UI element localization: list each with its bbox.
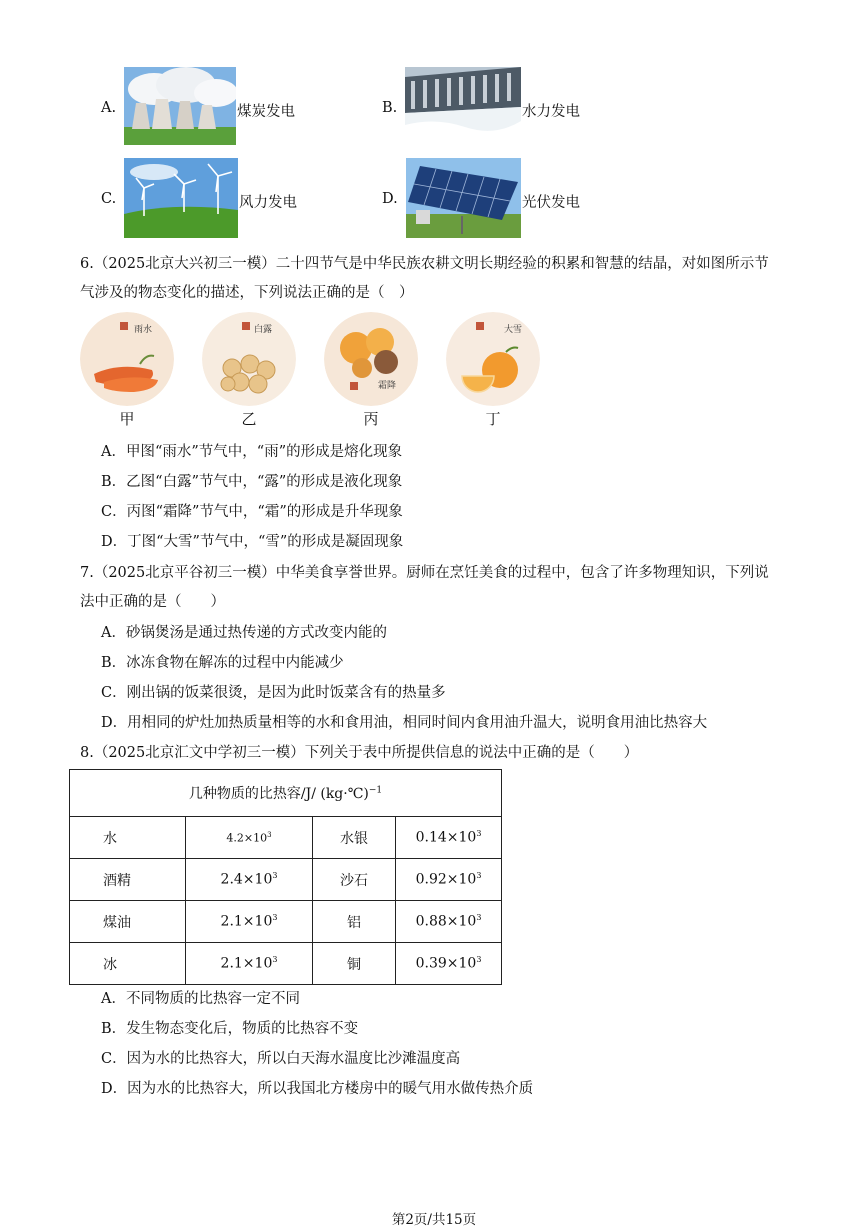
q6-option-a: A．甲图“雨水”节气中，“雨”的形成是熔化现象 <box>101 444 403 460</box>
q8-option-a: A．不同物质的比热容一定不同 <box>101 991 300 1007</box>
q6-stem-line2: 气涉及的物态变化的描述，下列说法正确的是（ ） <box>80 285 414 301</box>
q7-stem-line1: 7.（2025北京平谷初三一模）中华美食享誉世界。厨师在烹饪美食的过程中，包含了许多物理知识，下列说 <box>80 565 769 581</box>
option-letter-d: D. <box>382 191 398 207</box>
option-label-c: 风力发电 <box>239 195 297 211</box>
q7-option-c: C．刚出锅的饭菜很烫，是因为此时饭菜含有的热量多 <box>101 685 446 701</box>
substance-cell: 冰 <box>70 943 186 985</box>
page-footer: 第2页/共15页 <box>391 1212 477 1228</box>
q8-option-b: B．发生物态变化后，物质的比热容不变 <box>101 1021 359 1037</box>
table-row <box>70 901 502 943</box>
q8-option-d: D．因为水的比热容大，所以我国北方楼房中的暖气用水做传热介质 <box>101 1081 534 1097</box>
stamp-bailu: 白露 <box>254 325 273 335</box>
q7-option-d: D．用相同的炉灶加热质量相等的水和食用油，相同时间内食用油升温大，说明食用油比热容大 <box>101 715 708 731</box>
hydro-dam-image <box>405 67 521 145</box>
table-title-exponent: −1 <box>368 785 383 796</box>
coal-power-plant-image <box>124 67 236 145</box>
image-label-bing: 丙 <box>363 410 379 428</box>
option-label-d: 光伏发电 <box>522 195 580 211</box>
q6-option-b: B．乙图“白露”节气中，“露”的形成是液化现象 <box>101 474 403 490</box>
q8-stem: 8.（2025北京汇文中学初三一模）下列关于表中所提供信息的说法中正确的是（ ） <box>80 745 639 761</box>
frost-descent-persimmon-image <box>324 312 418 406</box>
value-cell: $2.1\times 10^3$ <box>186 943 313 985</box>
substance-cell: 沙石 <box>313 859 396 901</box>
value-cell: $2.4\times 10^3$ <box>186 859 313 901</box>
solar-panels-image <box>406 158 521 238</box>
table-row <box>70 859 502 901</box>
specific-heat-table <box>69 769 502 985</box>
value-cell: $0.14\times 10^3$ <box>396 817 502 859</box>
stamp-shuangjiang: 霜降 <box>378 381 397 391</box>
option-label-b: 水力发电 <box>522 104 580 120</box>
q6-option-d: D．丁图“大雪”节气中，“雪”的形成是凝固现象 <box>101 534 404 550</box>
option-letter-b: B. <box>382 100 398 116</box>
q8-option-c: C．因为水的比热容大，所以白天海水温度比沙滩温度高 <box>101 1051 461 1067</box>
option-letter-a: A. <box>101 100 117 116</box>
value-cell: $0.88\times 10^3$ <box>396 901 502 943</box>
table-title-cell <box>70 770 502 817</box>
q7-option-a: A．砂锅煲汤是通过热传递的方式改变内能的 <box>101 625 387 641</box>
value-cell: $2.1\times 10^3$ <box>186 901 313 943</box>
table-row <box>70 943 502 985</box>
substance-cell: 铝 <box>313 901 396 943</box>
substance-cell: 水 <box>70 817 186 859</box>
q7-option-b: B．冰冻食物在解冻的过程中内能减少 <box>101 655 344 671</box>
image-label-yi: 乙 <box>241 410 257 428</box>
stamp-yushui: 雨水 <box>134 325 153 335</box>
stamp-daxue: 大雪 <box>504 325 523 335</box>
substance-cell: 水银 <box>313 817 396 859</box>
substance-cell: 煤油 <box>70 901 186 943</box>
substance-cell: 铜 <box>313 943 396 985</box>
image-label-jia: 甲 <box>119 410 135 428</box>
value-cell: $0.92\times 10^3$ <box>396 859 502 901</box>
wind-turbines-image <box>124 158 238 238</box>
q6-option-c: C．丙图“霜降”节气中，“霜”的形成是升华现象 <box>101 504 403 520</box>
value-cell: $0.39\times 10^3$ <box>396 943 502 985</box>
option-letter-c: C. <box>101 191 117 207</box>
table-row <box>70 817 502 859</box>
white-dew-longan-image <box>202 312 296 406</box>
option-label-a: 煤炭发电 <box>237 104 295 120</box>
q7-stem-line2: 法中正确的是（ ） <box>80 594 225 610</box>
image-label-ding: 丁 <box>485 410 501 428</box>
q6-stem-line1: 6.（2025北京大兴初三一模）二十四节气是中华民族农耕文明长期经验的积累和智慧的结晶，对如图所示节 <box>80 256 769 272</box>
major-snow-orange-image <box>446 312 540 406</box>
table-title: 几种物质的比热容/J/ (kg·℃) <box>188 786 369 802</box>
rain-water-carrot-image <box>80 312 174 406</box>
substance-cell: 酒精 <box>70 859 186 901</box>
value-cell: $4.2\times 10^3$ <box>186 817 313 859</box>
